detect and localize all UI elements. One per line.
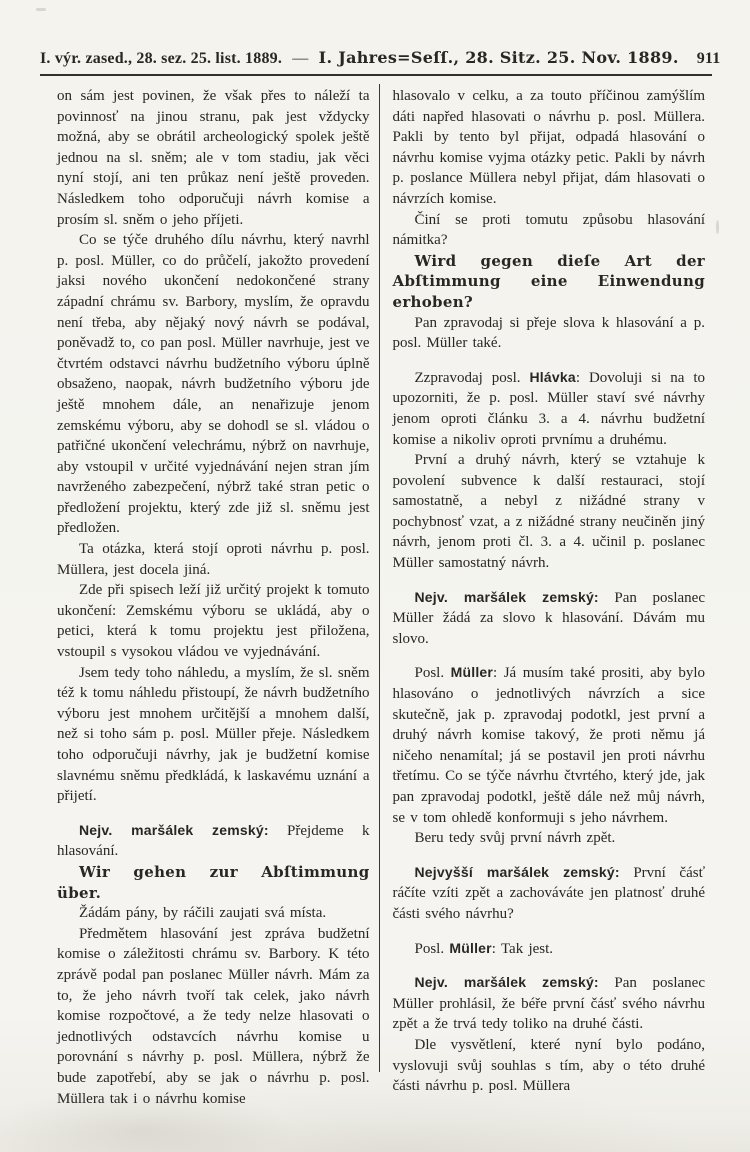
header-rule [40,74,712,76]
text-run: Zzpravodaj posl. [414,369,530,386]
text-run: Žádám pány, by ráčili zaujati svá místa. [79,905,327,922]
paragraph [393,367,706,450]
header-citation [40,48,679,68]
text-run: on sám jest povinen, že však přes to náleží ta povinnosť na jinou stranu, pak jest vždycky možná, aby se obrátil archeologický spolek ještě jednou na sl. sněm; ale v tom stadiu, jak věci nyní stojí, ani ten průkaz není ještě proveden. Následkem toho odporučuji návrh komise a prosím sl. sněm o jeho příjeti. [57,88,370,228]
text-run: Zde při spisech leží již určitý projekt k tomuto ukončení: Zemskému výboru se ukládá, aby o petici, která k tomu projektu jest přiložena, vstoupil s vysokou vládou ve vyjednávání. [57,582,370,661]
text-run: Předmětem hlasování jest zpráva budžetní komise o záležitosti chrámu sv. Barbory. K této zprávě podal pan poslanec Müller návrh. Mám za to, že jeho návrh tvoří tak celek, jako návrh komise rozpočtové, a že tedy nelze hlasovati o jednotlivých odstavcích návrhu komise u porovnání s návrhy p. posl. Müllera, nýbrž že bude zapotřebí, aby se jak o návrhu p. posl. Müllera tak i o návrhu komise [57,925,370,1107]
paragraph [393,450,706,574]
paragraph [57,230,370,539]
text-run: Posl. [414,665,451,682]
speaker-name: Hlávka [529,368,576,385]
text-body [57,86,705,1109]
scan-speckle [716,220,719,234]
paragraph [393,313,706,354]
paragraph [57,539,370,580]
paragraph [57,663,370,807]
speaker-name: Müller [449,939,492,956]
page-header [40,48,721,68]
paragraph-german [57,862,370,903]
text-run: Beru tedy svůj první návrh zpět. [414,830,616,847]
speaker-name: Nejv. maršálek zemský: [414,588,599,605]
text-run: Co se týče druhého dílu návrhu, který navrhl p. posl. Müller, co do průčelí, jakožto provedení jaksi nového ukončení nedokončené strany západní chrámu sv. Barbory, myslím, že opravdu není třeba, aby nějaký nový návrh se podával, poněvadž to, co pan posl. Müller navrhuje, jest ve čtvrtém odstavci návrhu budžetního výboru úplně obsaženo, naopak, návrh budžetního výboru jde ještě mnohem dále, an nenařizuje jenom zemskému výboru, aby se dohodl se sl. vládou o patřičné ukončení velechrámu, nýbrž on navrhuje, aby vstoupil v určité vyjednávání nejen stran jím navrženého zabezpečení, nýbrž také stran petic o předložení projektu, který zde již sl. sněmu jest předložen. [57,232,370,537]
paragraph [393,1035,706,1097]
speaker-name: Nejvyšší maršálek zemský: [414,863,620,880]
text-run: : Dovoluji si na to upozorniti, že p. posl. Müller staví své návrhy jenom oproti článku 3. a 4. návrhu budžetní komise a nikoliv oproti prvnímu a druhému. [392,369,705,448]
text-run: První a druhý návrh, který se vztahuje k povolení subvence k další restauraci, stojí samostatně, a nebyl z nižádné strany v pochybnosť vzat, a z nižádné strany neučiněn jiný návrh, jenom proti čl. 3. a 4. učinil p. poslanec Müller samostatný návrh. [392,452,705,572]
text-run: Posl. [414,940,450,957]
text-run: Ta otázka, která stojí oproti návrhu p. posl. Müllera, jest docela jiná. [57,541,370,578]
text-run: Pan poslanec Müller prohlásil, že béře první čásť svého návrhu zpět a že trvá tedy toliko na druhé části. [392,975,705,1033]
text-run: První čásť ráčíte vzíti zpět a zachováváte jen platnosť druhé části svého návrhu? [392,864,705,922]
column-divider [379,84,380,1072]
scan-speckle [36,8,46,11]
speaker-name: Müller [450,664,494,681]
paragraph [393,86,706,210]
text-run: Přejdeme k hlasování. [57,822,370,860]
text-run: Pan poslanec Müller žádá za slovo k hlasování. Dávám mu slovo. [392,589,705,647]
text-run: Činí se proti tomutu způsobu hlasování námitka? [392,211,705,249]
paragraph [393,938,706,960]
text-run: Wird gegen dieſe Art der Abſtimmung eine Einwendung erhoben? [392,251,705,311]
paragraph [57,903,370,924]
paragraph [393,828,706,849]
paragraph [57,580,370,662]
paragraph [393,972,706,1035]
paragraph [57,820,370,862]
paragraph-german [393,251,706,313]
text-run: Pan zpravodaj si přeje slova k hlasování a p. posl. Müller také. [392,314,705,352]
text-run: Jsem tedy toho náhledu, a myslím, že sl. sněm též k tomu náhledu přistoupí, že návrh budžetního výboru jest mnohem určitější a mnohem další, než si toho sám p. posl. Müller přeje. Následkem toho odporučuji návrhy, jak je budžetní komise slavnému sněmu předkládá, k laskavému uznání a přijetí. [57,664,370,805]
paragraph [57,86,370,230]
text-run: : Já musím také prositi, aby bylo hlasováno o jednotlivých návrzích a sice skutečně, jak p. zpravodaj podotkl, jest první a druhý návrh komise takový, že proti němu já ničeho nenamítal; já se postavil jen proti návrhu třetímu. Co se týče návrhu čtvrtého, který jde, jak pan zpravodaj podotkl, ještě dále než můj návrh, se v tom ohledě konformuji s jeho návrhem. [392,665,705,826]
paragraph [393,210,706,251]
text-column-right [393,86,706,1109]
text-run: Wir gehen zur Abſtimmung über. [57,862,370,902]
text-run: : Tak jest. [491,940,554,957]
speaker-name: Nejv. maršálek zemský: [79,821,269,838]
paragraph [393,587,706,650]
paragraph [393,862,706,925]
header-separator: — [292,50,309,67]
paragraph [57,924,370,1109]
header-citation-german: I. Jahres=Seſſ., 28. Sitz. 25. Nov. 1889. [318,48,679,67]
text-column-left [57,86,370,1109]
text-run: Dle vysvětlení, které nyní bylo podáno, vyslovuji svůj souhlas s tím, aby o této druhé části návrhu p. posl. Müllera [392,1036,705,1095]
speaker-name: Nejv. maršálek zemský: [414,974,599,991]
header-citation-czech: I. výr. zased., 28. sez. 25. list. 1889. [40,50,283,67]
text-run: hlasovalo v celku, a za touto příčinou zamýšlím dáti napřed hlasovati o návrhu p. posl. Müllera. Pakli by tento byl přijat, odpadá hlasování o návrhu komise vyjma otázky petic. Pakli by návrh p. poslance Müllera nebyl přijat, dám hlasovati o návrzích komise. [392,88,705,207]
page-number: 911 [696,50,721,67]
paragraph [393,662,706,828]
